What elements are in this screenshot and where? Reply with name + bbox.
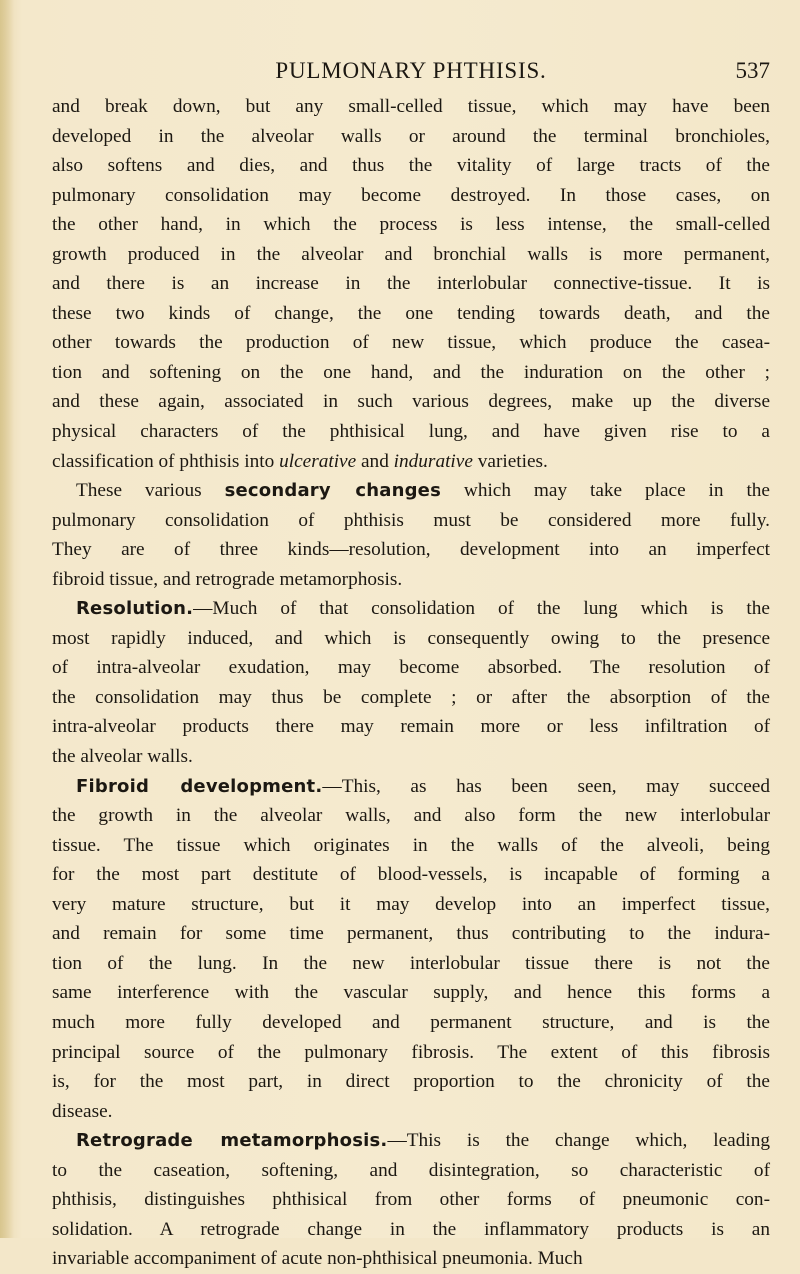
running-head — [52, 56, 770, 86]
running-title: PULMONARY PHTHISIS. — [275, 58, 547, 83]
text-line: pulmonary consolidation of phthisis must be considered more fully. — [52, 509, 770, 531]
text-line: to the caseation, softening, and disintegration, so characteristic of — [52, 1159, 770, 1181]
text-line: phthisis, distinguishes phthisical from other forms of pneumonic con- — [52, 1189, 770, 1211]
inline-heading: secondary changes — [224, 480, 441, 502]
text-line: and break down, but any small-celled tissue, which may have been — [52, 96, 770, 117]
text-line: and these again, associated in such various degrees, make up the diverse — [52, 391, 770, 413]
text-line — [52, 1126, 770, 1156]
section-heading-resolution: Resolution. — [76, 598, 194, 620]
text-line: and remain for some time permanent, thus contributing to the indura- — [52, 923, 770, 945]
text-fragment: which may take place in the — [441, 480, 770, 502]
text-line — [52, 476, 770, 506]
text-line: tissue. The tissue which originates in the walls of the alveoli, being — [52, 834, 770, 856]
text-line: most rapidly induced, and which is consequently owing to the presence — [52, 627, 770, 649]
text-line: much more fully developed and permanent structure, and is the — [52, 1011, 770, 1033]
italic-term: ulcerative — [279, 450, 357, 472]
text-line: They are of three kinds—resolution, development into an imperfect — [52, 539, 770, 561]
text-line: tion of the lung. In the new interlobular tissue there is not the — [52, 952, 770, 974]
page-number: 537 — [735, 58, 770, 83]
binding-shadow — [0, 0, 14, 1238]
section-heading-retrograde: Retrograde metamorphosis. — [76, 1130, 388, 1152]
text-line — [52, 772, 770, 802]
section-heading-fibroid: Fibroid development. — [76, 775, 323, 797]
text-fragment: classification of phthisis into — [52, 450, 280, 472]
text-line: fibroid tissue, and retrograde metamorphosis. — [52, 568, 403, 590]
text-line: the consolidation may thus be complete ; or after the absorption of the — [52, 686, 770, 708]
text-fragment: and — [356, 450, 394, 472]
text-line: the growth in the alveolar walls, and also form the new interlobular — [52, 805, 770, 827]
text-line: is, for the most part, in direct proportion to the chronicity of the — [52, 1071, 770, 1093]
text-line: same interference with the vascular supply, and hence this forms a — [52, 982, 770, 1004]
text-line: the alveolar walls. — [52, 746, 193, 768]
text-line: very mature structure, but it may develop into an imperfect tissue, — [52, 893, 770, 915]
text-line — [52, 594, 770, 624]
text-line: disease. — [52, 1100, 113, 1122]
text-line: solidation. A retrograde change in the inflammatory products is an — [52, 1218, 770, 1240]
text-line: invariable accompaniment of acute non-phthisical pneumonia. Much — [52, 1248, 583, 1270]
text-line: developed in the alveolar walls or around the terminal bronchioles, — [52, 125, 770, 147]
text-fragment: varieties. — [472, 450, 548, 472]
text-line: also softens and dies, and thus the vitality of large tracts of the — [52, 155, 770, 177]
text-line: of intra-alveolar exudation, may become absorbed. The resolution of — [52, 657, 770, 679]
text-line — [52, 447, 770, 477]
text-line: principal source of the pulmonary fibrosis. The extent of this fibrosis — [52, 1041, 770, 1063]
text-fragment: —Much of that consolidation of the lung which is the — [193, 598, 770, 620]
text-line: growth produced in the alveolar and bronchial walls is more permanent, — [52, 243, 770, 265]
text-line: tion and softening on the one hand, and the induration on the other ; — [52, 361, 770, 383]
text-line: these two kinds of change, the one tending towards death, and the — [52, 302, 770, 324]
text-line: and there is an increase in the interlobular connective-tissue. It is — [52, 273, 770, 295]
body-text — [52, 92, 770, 1274]
italic-term: indurative — [393, 450, 473, 472]
text-fragment: —This is the change which, leading — [387, 1130, 770, 1152]
text-line: the other hand, in which the process is less intense, the small-celled — [52, 214, 770, 236]
text-fragment: These various — [76, 480, 225, 502]
text-line: other towards the production of new tissue, which produce the casea- — [52, 332, 770, 354]
text-line: for the most part destitute of blood-vessels, is incapable of forming a — [52, 864, 770, 886]
text-line: pulmonary consolidation may become destroyed. In those cases, on — [52, 184, 770, 206]
text-line: intra-alveolar products there may remain more or less infiltration of — [52, 716, 770, 738]
text-fragment: —This, as has been seen, may succeed — [322, 775, 770, 797]
text-line: physical characters of the phthisical lung, and have given rise to a — [52, 421, 770, 443]
